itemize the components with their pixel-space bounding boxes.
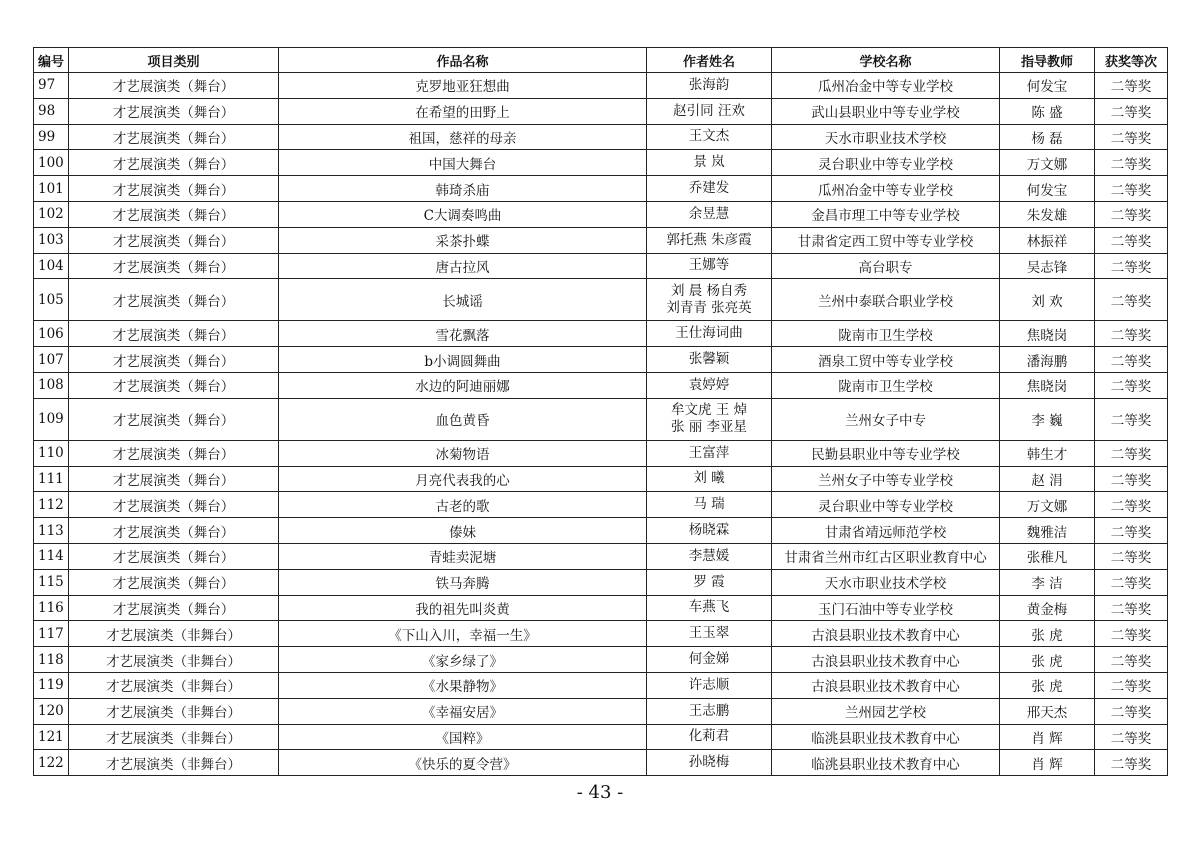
cell-category: 才艺展演类（非舞台） xyxy=(69,647,279,673)
cell-work: 克罗地亚狂想曲 xyxy=(279,73,647,99)
cell-author: 罗 霞 xyxy=(647,569,772,595)
cell-teacher: 万文娜 xyxy=(1000,150,1095,176)
cell-number: 109 xyxy=(34,398,69,440)
cell-author: 郭托燕 朱彦霞 xyxy=(647,227,772,253)
header-row xyxy=(34,48,1168,73)
table-row xyxy=(34,150,1168,176)
table-row xyxy=(34,372,1168,398)
cell-school: 兰州女子中等专业学校 xyxy=(772,466,1000,492)
cell-teacher: 林振祥 xyxy=(1000,227,1095,253)
cell-category: 才艺展演类（舞台） xyxy=(69,98,279,124)
cell-category: 才艺展演类（舞台） xyxy=(69,543,279,569)
cell-number: 103 xyxy=(34,227,69,253)
table-row xyxy=(34,569,1168,595)
table-row xyxy=(34,73,1168,99)
cell-work: 在希望的田野上 xyxy=(279,98,647,124)
cell-award: 二等奖 xyxy=(1095,492,1168,518)
cell-author: 王文杰 xyxy=(647,124,772,150)
cell-teacher: 朱发雄 xyxy=(1000,201,1095,227)
cell-author: 何金娣 xyxy=(647,647,772,673)
cell-teacher: 刘 欢 xyxy=(1000,279,1095,321)
cell-number: 121 xyxy=(34,724,69,750)
cell-teacher: 杨 磊 xyxy=(1000,124,1095,150)
cell-work: 雪花飘落 xyxy=(279,321,647,347)
cell-category: 才艺展演类（舞台） xyxy=(69,176,279,202)
table-row xyxy=(34,595,1168,621)
cell-category: 才艺展演类（舞台） xyxy=(69,440,279,466)
cell-author: 张馨颖 xyxy=(647,347,772,373)
cell-author: 孙晓梅 xyxy=(647,750,772,776)
table-row xyxy=(34,201,1168,227)
cell-category: 才艺展演类（舞台） xyxy=(69,595,279,621)
cell-number: 114 xyxy=(34,543,69,569)
header-award: 获奖等次 xyxy=(1095,48,1168,73)
cell-category: 才艺展演类（舞台） xyxy=(69,518,279,544)
cell-category: 才艺展演类（舞台） xyxy=(69,492,279,518)
cell-category: 才艺展演类（舞台） xyxy=(69,321,279,347)
cell-award: 二等奖 xyxy=(1095,595,1168,621)
cell-category: 才艺展演类（非舞台） xyxy=(69,724,279,750)
cell-work: 我的祖先叫炎黄 xyxy=(279,595,647,621)
cell-number: 117 xyxy=(34,621,69,647)
cell-work: 唐古拉风 xyxy=(279,253,647,279)
cell-school: 瓜州冶金中等专业学校 xyxy=(772,176,1000,202)
cell-work: 古老的歌 xyxy=(279,492,647,518)
cell-school: 民勤县职业中等专业学校 xyxy=(772,440,1000,466)
cell-category: 才艺展演类（非舞台） xyxy=(69,750,279,776)
cell-work: 中国大舞台 xyxy=(279,150,647,176)
cell-category: 才艺展演类（舞台） xyxy=(69,466,279,492)
cell-work: 《幸福安居》 xyxy=(279,698,647,724)
cell-school: 甘肃省靖远师范学校 xyxy=(772,518,1000,544)
cell-category: 才艺展演类（舞台） xyxy=(69,201,279,227)
table-row xyxy=(34,440,1168,466)
cell-school: 天水市职业技术学校 xyxy=(772,124,1000,150)
table-row xyxy=(34,492,1168,518)
header-work: 作品名称 xyxy=(279,48,647,73)
cell-award: 二等奖 xyxy=(1095,724,1168,750)
cell-school: 陇南市卫生学校 xyxy=(772,372,1000,398)
cell-number: 116 xyxy=(34,595,69,621)
cell-author: 车燕飞 xyxy=(647,595,772,621)
cell-teacher: 吴志锋 xyxy=(1000,253,1095,279)
cell-number: 105 xyxy=(34,279,69,321)
cell-work: 长城谣 xyxy=(279,279,647,321)
cell-number: 106 xyxy=(34,321,69,347)
cell-number: 110 xyxy=(34,440,69,466)
cell-author xyxy=(647,279,772,321)
cell-work: 冰菊物语 xyxy=(279,440,647,466)
table-row xyxy=(34,176,1168,202)
cell-school: 灵台职业中等专业学校 xyxy=(772,492,1000,518)
cell-author: 王玉翠 xyxy=(647,621,772,647)
cell-teacher: 韩生才 xyxy=(1000,440,1095,466)
cell-school: 武山县职业中等专业学校 xyxy=(772,98,1000,124)
table-row xyxy=(34,672,1168,698)
cell-author: 王志鹏 xyxy=(647,698,772,724)
cell-work: 《下山入川，幸福一生》 xyxy=(279,621,647,647)
cell-teacher: 李 巍 xyxy=(1000,398,1095,440)
cell-work: 《国粹》 xyxy=(279,724,647,750)
cell-category: 才艺展演类（舞台） xyxy=(69,372,279,398)
cell-teacher: 陈 盛 xyxy=(1000,98,1095,124)
cell-award: 二等奖 xyxy=(1095,518,1168,544)
header-number: 编号 xyxy=(34,48,69,73)
cell-award: 二等奖 xyxy=(1095,372,1168,398)
cell-category: 才艺展演类（舞台） xyxy=(69,124,279,150)
cell-work: 铁马奔腾 xyxy=(279,569,647,595)
cell-school: 古浪县职业技术教育中心 xyxy=(772,621,1000,647)
cell-teacher: 何发宝 xyxy=(1000,176,1095,202)
table-row xyxy=(34,621,1168,647)
cell-school: 玉门石油中等专业学校 xyxy=(772,595,1000,621)
cell-number: 104 xyxy=(34,253,69,279)
cell-work: 水边的阿迪丽娜 xyxy=(279,372,647,398)
cell-number: 107 xyxy=(34,347,69,373)
cell-number: 120 xyxy=(34,698,69,724)
cell-award: 二等奖 xyxy=(1095,176,1168,202)
table-header xyxy=(34,48,1168,73)
awards-table xyxy=(33,47,1168,776)
cell-work: 采茶扑蝶 xyxy=(279,227,647,253)
cell-author: 许志顺 xyxy=(647,672,772,698)
cell-number: 98 xyxy=(34,98,69,124)
cell-teacher: 魏雅洁 xyxy=(1000,518,1095,544)
cell-author: 化莉君 xyxy=(647,724,772,750)
cell-work: 《家乡绿了》 xyxy=(279,647,647,673)
author-line: 刘 晨 杨自秀 xyxy=(670,282,748,299)
cell-teacher: 张 虎 xyxy=(1000,672,1095,698)
cell-author: 张海韵 xyxy=(647,73,772,99)
table-row xyxy=(34,647,1168,673)
cell-category: 才艺展演类（非舞台） xyxy=(69,621,279,647)
cell-school: 兰州园艺学校 xyxy=(772,698,1000,724)
cell-category: 才艺展演类（非舞台） xyxy=(69,672,279,698)
cell-award: 二等奖 xyxy=(1095,398,1168,440)
table-row xyxy=(34,321,1168,347)
table-row xyxy=(34,750,1168,776)
cell-work: 血色黄昏 xyxy=(279,398,647,440)
cell-work: b小调圆舞曲 xyxy=(279,347,647,373)
cell-category: 才艺展演类（舞台） xyxy=(69,150,279,176)
table-row xyxy=(34,398,1168,440)
cell-work: 韩琦杀庙 xyxy=(279,176,647,202)
cell-award: 二等奖 xyxy=(1095,347,1168,373)
author-line: 张 丽 李亚星 xyxy=(670,419,748,436)
cell-teacher: 赵 涓 xyxy=(1000,466,1095,492)
cell-teacher: 潘海鹏 xyxy=(1000,347,1095,373)
cell-work: C大调奏鸣曲 xyxy=(279,201,647,227)
cell-award: 二等奖 xyxy=(1095,98,1168,124)
cell-category: 才艺展演类（非舞台） xyxy=(69,698,279,724)
table-row xyxy=(34,253,1168,279)
cell-number: 108 xyxy=(34,372,69,398)
cell-teacher: 黄金梅 xyxy=(1000,595,1095,621)
cell-number: 119 xyxy=(34,672,69,698)
cell-author xyxy=(647,398,772,440)
cell-category: 才艺展演类（舞台） xyxy=(69,569,279,595)
cell-award: 二等奖 xyxy=(1095,201,1168,227)
cell-award: 二等奖 xyxy=(1095,73,1168,99)
cell-award: 二等奖 xyxy=(1095,543,1168,569)
cell-number: 100 xyxy=(34,150,69,176)
cell-school: 天水市职业技术学校 xyxy=(772,569,1000,595)
cell-number: 115 xyxy=(34,569,69,595)
cell-school: 古浪县职业技术教育中心 xyxy=(772,672,1000,698)
cell-author: 李慧媛 xyxy=(647,543,772,569)
cell-number: 102 xyxy=(34,201,69,227)
table-row xyxy=(34,543,1168,569)
cell-award: 二等奖 xyxy=(1095,672,1168,698)
header-author: 作者姓名 xyxy=(647,48,772,73)
cell-school: 陇南市卫生学校 xyxy=(772,321,1000,347)
author-line: 牟文虎 王 焯 xyxy=(670,402,748,419)
cell-school: 灵台职业中等专业学校 xyxy=(772,150,1000,176)
header-teacher: 指导教师 xyxy=(1000,48,1095,73)
cell-author: 王富萍 xyxy=(647,440,772,466)
cell-work: 月亮代表我的心 xyxy=(279,466,647,492)
cell-author: 王仕海词曲 xyxy=(647,321,772,347)
cell-number: 111 xyxy=(34,466,69,492)
cell-school: 瓜州冶金中等专业学校 xyxy=(772,73,1000,99)
table-row xyxy=(34,279,1168,321)
cell-work: 《快乐的夏令营》 xyxy=(279,750,647,776)
cell-award: 二等奖 xyxy=(1095,466,1168,492)
cell-teacher: 肖 辉 xyxy=(1000,724,1095,750)
cell-teacher: 焦晓岗 xyxy=(1000,372,1095,398)
cell-award: 二等奖 xyxy=(1095,621,1168,647)
cell-number: 122 xyxy=(34,750,69,776)
cell-teacher: 焦晓岗 xyxy=(1000,321,1095,347)
cell-category: 才艺展演类（舞台） xyxy=(69,227,279,253)
table-row xyxy=(34,227,1168,253)
table-row xyxy=(34,98,1168,124)
cell-number: 113 xyxy=(34,518,69,544)
cell-category: 才艺展演类（舞台） xyxy=(69,279,279,321)
cell-category: 才艺展演类（舞台） xyxy=(69,253,279,279)
author-line: 刘青青 张亮英 xyxy=(666,299,752,316)
cell-school: 古浪县职业技术教育中心 xyxy=(772,647,1000,673)
cell-author: 刘 曦 xyxy=(647,466,772,492)
cell-award: 二等奖 xyxy=(1095,124,1168,150)
table-row xyxy=(34,698,1168,724)
cell-work: 祖国，慈祥的母亲 xyxy=(279,124,647,150)
cell-number: 101 xyxy=(34,176,69,202)
cell-number: 112 xyxy=(34,492,69,518)
cell-teacher: 何发宝 xyxy=(1000,73,1095,99)
cell-school: 酒泉工贸中等专业学校 xyxy=(772,347,1000,373)
cell-school: 临洮县职业技术教育中心 xyxy=(772,724,1000,750)
cell-teacher: 万文娜 xyxy=(1000,492,1095,518)
cell-award: 二等奖 xyxy=(1095,440,1168,466)
cell-author: 王娜等 xyxy=(647,253,772,279)
cell-school: 甘肃省定西工贸中等专业学校 xyxy=(772,227,1000,253)
cell-author: 杨晓霖 xyxy=(647,518,772,544)
table-body xyxy=(34,73,1168,776)
cell-author: 马 瑞 xyxy=(647,492,772,518)
cell-author: 赵引同 汪欢 xyxy=(647,98,772,124)
cell-category: 才艺展演类（舞台） xyxy=(69,347,279,373)
table-row xyxy=(34,124,1168,150)
cell-teacher: 张稚凡 xyxy=(1000,543,1095,569)
cell-school: 金昌市理工中等专业学校 xyxy=(772,201,1000,227)
header-category: 项目类别 xyxy=(69,48,279,73)
cell-author: 景 岚 xyxy=(647,150,772,176)
cell-school: 临洮县职业技术教育中心 xyxy=(772,750,1000,776)
cell-school: 兰州女子中专 xyxy=(772,398,1000,440)
cell-award: 二等奖 xyxy=(1095,150,1168,176)
cell-award: 二等奖 xyxy=(1095,647,1168,673)
cell-teacher: 张 虎 xyxy=(1000,647,1095,673)
cell-author: 余昱慧 xyxy=(647,201,772,227)
cell-teacher: 张 虎 xyxy=(1000,621,1095,647)
cell-number: 99 xyxy=(34,124,69,150)
cell-award: 二等奖 xyxy=(1095,750,1168,776)
cell-work: 《水果静物》 xyxy=(279,672,647,698)
cell-school: 甘肃省兰州市红古区职业教育中心 xyxy=(772,543,1000,569)
cell-author: 乔建发 xyxy=(647,176,772,202)
cell-teacher: 李 洁 xyxy=(1000,569,1095,595)
cell-award: 二等奖 xyxy=(1095,698,1168,724)
cell-category: 才艺展演类（舞台） xyxy=(69,398,279,440)
page-number: - 43 - xyxy=(576,782,624,803)
cell-work: 傣妹 xyxy=(279,518,647,544)
header-school: 学校名称 xyxy=(772,48,1000,73)
cell-work: 青蛙卖泥塘 xyxy=(279,543,647,569)
cell-author: 袁婷婷 xyxy=(647,372,772,398)
table-row xyxy=(34,466,1168,492)
cell-school: 兰州中泰联合职业学校 xyxy=(772,279,1000,321)
cell-award: 二等奖 xyxy=(1095,321,1168,347)
table-row xyxy=(34,724,1168,750)
cell-teacher: 肖 辉 xyxy=(1000,750,1095,776)
cell-award: 二等奖 xyxy=(1095,253,1168,279)
cell-award: 二等奖 xyxy=(1095,227,1168,253)
table-row xyxy=(34,347,1168,373)
cell-teacher: 邢天杰 xyxy=(1000,698,1095,724)
cell-number: 97 xyxy=(34,73,69,99)
cell-number: 118 xyxy=(34,647,69,673)
cell-school: 高台职专 xyxy=(772,253,1000,279)
table-row xyxy=(34,518,1168,544)
cell-award: 二等奖 xyxy=(1095,279,1168,321)
cell-category: 才艺展演类（舞台） xyxy=(69,73,279,99)
cell-award: 二等奖 xyxy=(1095,569,1168,595)
